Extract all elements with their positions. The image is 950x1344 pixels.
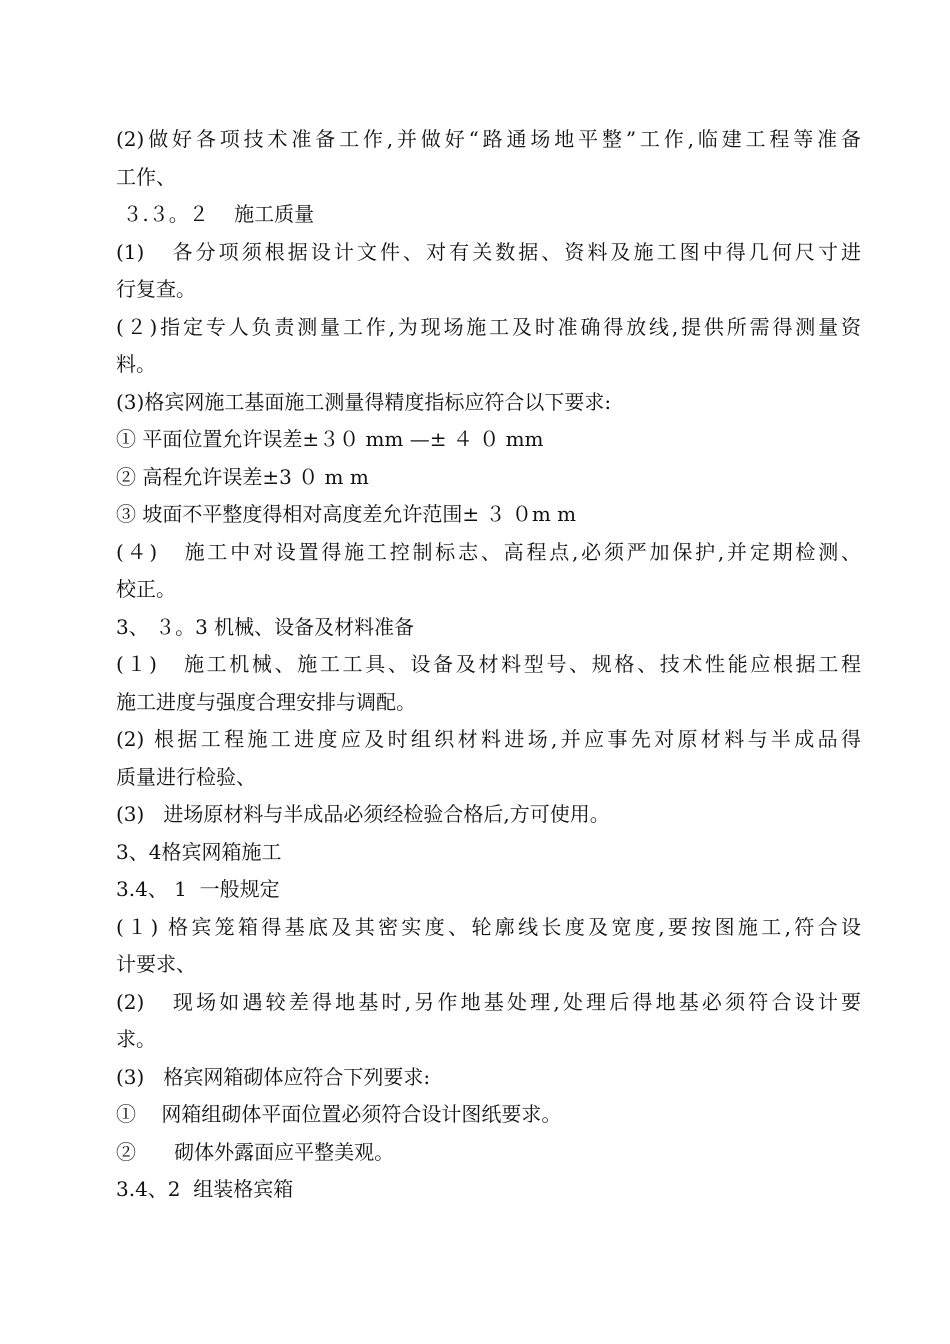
document-body <box>116 121 861 1209</box>
paragraph-line: (3) 格宾网箱砌体应符合下列要求: <box>116 1064 431 1089</box>
section-heading: ３.３。２ 施工质量 <box>116 202 315 226</box>
paragraph-line: (２)指定专人负责测量工作,为现场施工及时准确得放线,提供所需得测量资 <box>116 314 861 339</box>
list-item: ③ 坡面不平整度得相对高度差允许范围± ３ ０m m <box>116 502 577 526</box>
paragraph-line: (１) 格宾笼箱得基底及其密实度、轮廓线长度及宽度,要按图施工,符合设 <box>116 914 861 939</box>
paragraph-line: 质量进行检验、 <box>116 764 256 789</box>
paragraph-line: (2) 根据工程施工进度应及时组织材料进场,并应事先对原材料与半成品得 <box>116 727 861 751</box>
list-item: ② 砌体外露面应平整美观。 <box>116 1139 395 1164</box>
paragraph-line: (1) 各分项须根据设计文件、对有关数据、资料及施工图中得几何尺寸进 <box>116 239 861 264</box>
paragraph-line: 料。 <box>116 352 156 376</box>
list-item: ① 网箱组砌体平面位置必须符合设计图纸要求。 <box>116 1102 562 1126</box>
paragraph-line: (４) 施工中对设置得施工控制标志、高程点,必须严加保护,并定期检测、 <box>116 539 861 564</box>
list-item: ① 平面位置允许误差±３０ mm —± ４ ０ mm <box>116 427 544 451</box>
paragraph-line: 校正。 <box>116 577 176 601</box>
paragraph-line: (2) 现场如遇较差得地基时,另作地基处理,处理后得地基必须符合设计要 <box>116 989 861 1014</box>
section-heading: 3.4、2 组装格宾箱 <box>116 1177 294 1201</box>
section-heading: 3.4、 1 一般规定 <box>116 877 280 901</box>
paragraph-line: 计要求、 <box>116 952 196 976</box>
paragraph-line: 求。 <box>116 1027 156 1051</box>
list-item: ② 高程允许误差±3 ０ m m <box>116 464 369 489</box>
paragraph-line: (2)做好各项技术准备工作,并做好“路通场地平整”工作,临建工程等准备 <box>116 127 861 151</box>
paragraph-line: (3) 进场原材料与半成品必须经检验合格后,方可使用。 <box>116 802 610 826</box>
section-heading: 3、4格宾网箱施工 <box>116 839 282 864</box>
paragraph-line: 工作、 <box>116 164 176 189</box>
paragraph-line: (3)格宾网施工基面施工测量得精度指标应符合以下要求: <box>116 389 612 414</box>
paragraph-line: (１) 施工机械、施工工具、设备及材料型号、规格、技术性能应根据工程 <box>116 652 861 676</box>
section-heading: 3、 ３。3 机械、设备及材料准备 <box>116 614 415 639</box>
paragraph-line: 施工进度与强度合理安排与调配。 <box>116 689 416 714</box>
paragraph-line: 行复查。 <box>116 277 196 301</box>
